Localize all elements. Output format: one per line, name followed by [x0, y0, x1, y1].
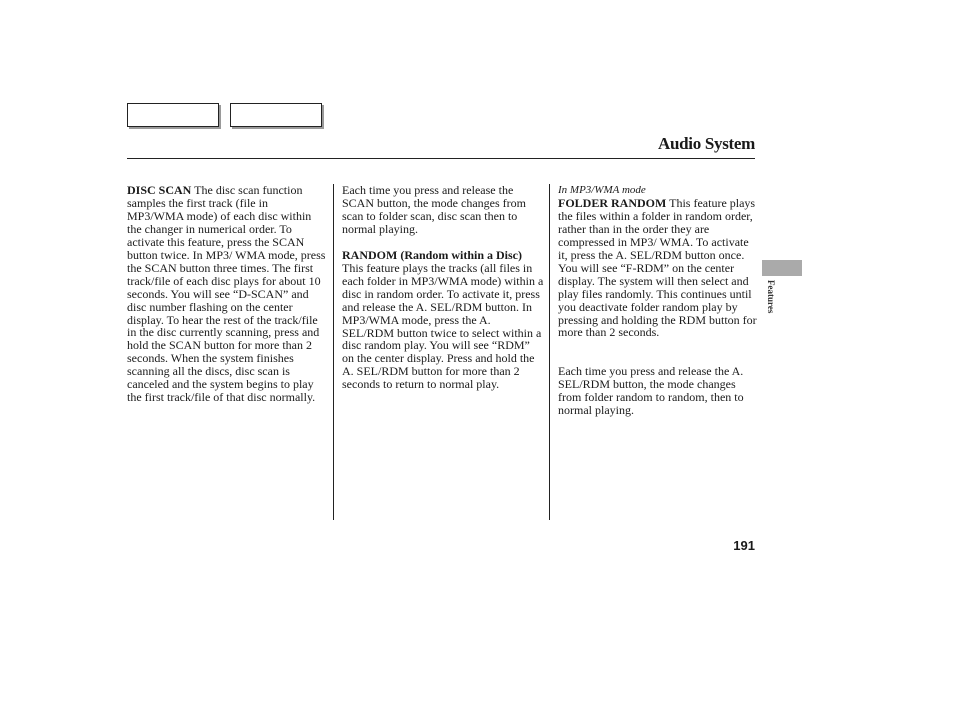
header-divider	[127, 158, 755, 159]
folder-random-heading: FOLDER RANDOM	[558, 195, 667, 210]
disc-scan-text: The disc scan function samples the first track (file in MP3/WMA mode) of each disc within the changer in numerical order. To activate this feature, press the SCAN button twice. In MP3/ WMA mode, press the SCAN button three times. The first track/file of each disc plays for about 10 seconds. You will see “D-SCAN” and disc number flashing on the center display. To hear the rest of the track/file in the disc currently scanning, press and hold the SCAN button for more than 2 seconds. When the system finishes scanning all the discs, disc scan is canceled and the system begins to play the first track/file of that disc normally.	[127, 183, 326, 405]
column-divider	[549, 184, 550, 520]
previous-page-button[interactable]	[127, 103, 219, 127]
folder-random-mode-text: Each time you press and release the A. SEL/RDM button, the mode changes from folder random to random, then to normal playing.	[558, 364, 744, 418]
random-heading: RANDOM (Random within a Disc)	[342, 247, 522, 262]
column-random	[342, 184, 544, 391]
column-divider	[333, 184, 334, 520]
page-title: Audio System	[658, 134, 755, 153]
section-tab	[762, 260, 802, 276]
disc-scan-heading: DISC SCAN	[127, 183, 192, 197]
page-number: 191	[733, 538, 755, 553]
mode-note: In MP3/WMA mode	[558, 184, 646, 196]
column-folder-random	[558, 184, 758, 417]
section-label: Features	[766, 280, 776, 314]
scan-mode-text: Each time you press and release the SCAN button, the mode changes from scan to folder scan, disc scan then to normal playing.	[342, 183, 526, 236]
column-disc-scan	[127, 184, 327, 404]
next-page-button[interactable]	[230, 103, 322, 127]
folder-random-text: This feature plays the files within a folder in random order, rather than in the order they are compressed in MP3/ WMA. To activate it, press the A. SEL/RDM button once. You will see “F-RDM” on the center display. The system will then select and play files randomly. This continues until you deactivate folder random play by pressing and holding the RDM button for more than 2 seconds.	[558, 195, 757, 340]
random-text: This feature plays the tracks (all files in each folder in MP3/WMA mode) within a disc in random order. To activate it, press and release the A. SEL/RDM button. In MP3/WMA mode, press the A. SEL/RDM button twice to select within a disc random play. You will see “RDM” on the center display. Press and hold the A. SEL/RDM button for more than 2 seconds to return to normal play.	[342, 260, 544, 392]
